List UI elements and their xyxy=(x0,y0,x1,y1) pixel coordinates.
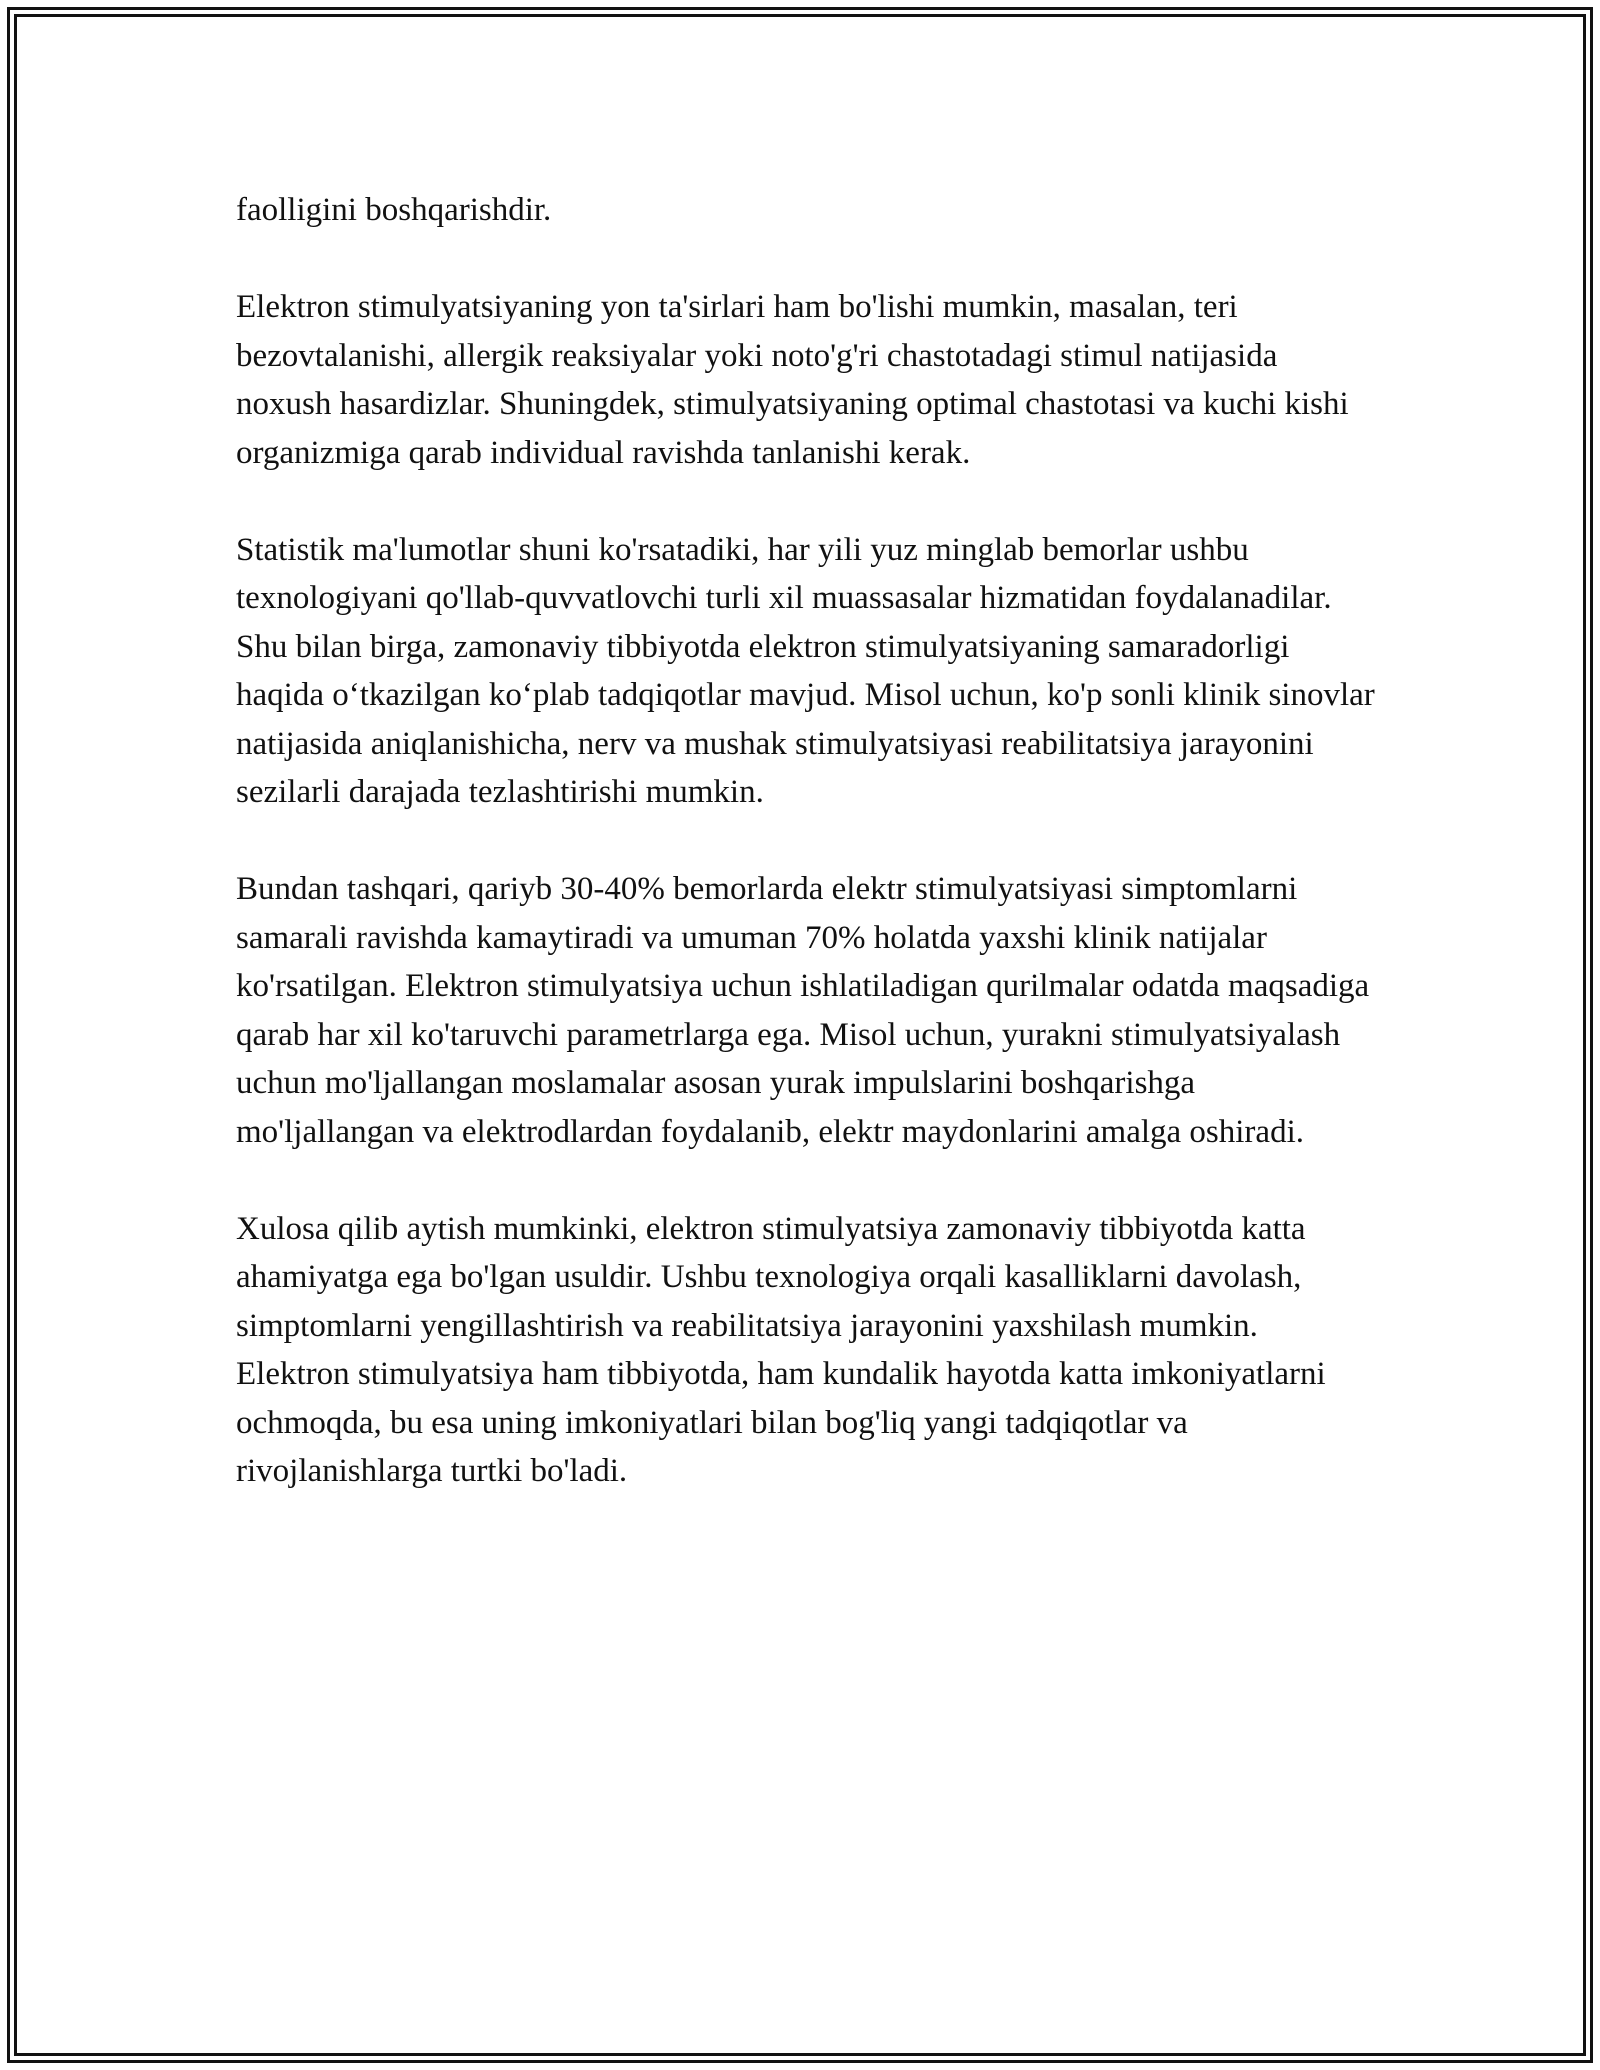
document-body xyxy=(236,186,1376,1544)
paragraph-continuation: faolligini boshqarishdir. xyxy=(236,192,552,228)
paragraph-clinical-results: Bundan tashqari, qariyb 30-40% bemorlarda elektr stimulyatsiyasi simptomlarni samarali ravishda kamaytiradi va umuman 70% holatda yaxshi klinik natijalar ko'rsatilgan. Elektron stimulyatsiya uchun ishlatiladigan qurilmalar odatda maqsadiga qarab har xil ko'taruvchi parametrlarga ega. Misol uchun, yurakni stimulyatsiyalash uchun mo'ljallangan moslamalar asosan yurak impulslarini boshqarishga mo'ljallangan va elektrodlardan foydalanib, elektr maydonlarini amalga oshiradi. xyxy=(236,871,1370,1150)
paragraph-side-effects: Elektron stimulyatsiyaning yon ta'sirlari ham bo'lishi mumkin, masalan, teri bezovtalanishi, allergik reaksiyalar yoki noto'g'ri chastotadagi stimul natijasida noxush hasardizlar. Shuningdek, stimulyatsiyaning optimal chastotasi va kuchi kishi organizmiga qarab individual ravishda tanlanishi kerak. xyxy=(236,289,1349,471)
paragraph-conclusion: Xulosa qilib aytish mumkinki, elektron stimulyatsiya zamonaviy tibbiyotda katta ahamiyatga ega bo'lgan usuldir. Ushbu texnologiya orqali kasalliklarni davolash, simptomlarni yengillashtirish va reabilitatsiya jarayonini yaxshilash mumkin. Elektron stimulyatsiya ham tibbiyotda, ham kundalik hayotda katta imkoniyatlarni ochmoqda, bu esa uning imkoniyatlari bilan bog'liq yangi tadqiqotlar va rivojlanishlarga turtki bo'ladi. xyxy=(236,1210,1326,1489)
paragraph-statistics: Statistik ma'lumotlar shuni ko'rsatadiki, har yili yuz minglab bemorlar ushbu texnologiyani qo'llab-quvvatlovchi turli xil muassasalar hizmatidan foydalanadilar. Shu bilan birga, zamonaviy tibbiyotda elektron stimulyatsiyaning samaradorligi haqida o‘tkazilgan ko‘plab tadqiqotlar mavjud. Misol uchun, ko'p sonli klinik sinovlar natijasida aniqlanishicha, nerv va mushak stimulyatsiyasi reabilitatsiya jarayonini sezilarli darajada tezlashtirishi mumkin. xyxy=(236,531,1375,810)
